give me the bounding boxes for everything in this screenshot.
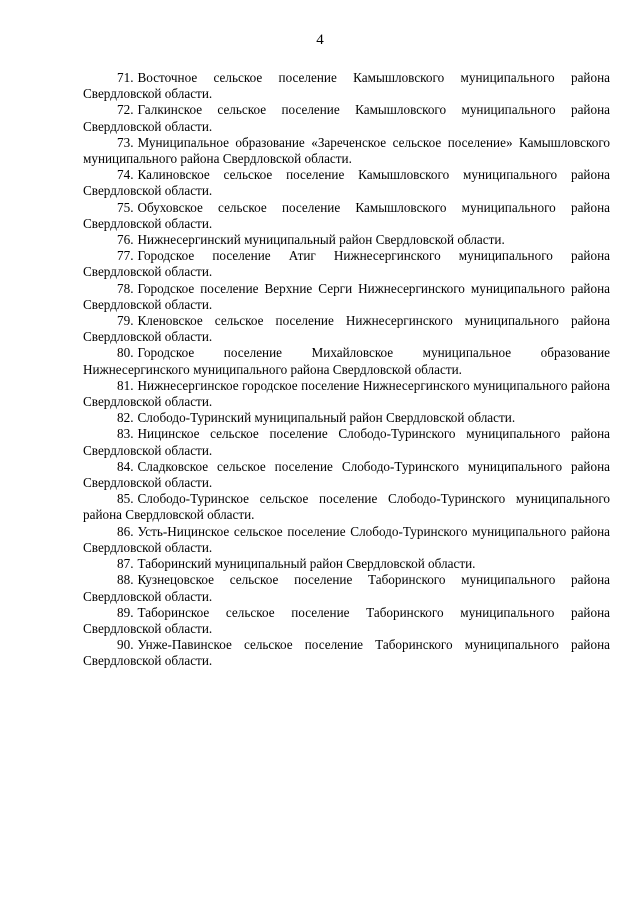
item-text: Городское поселение Михайловское муниципальное образование Нижнесергинского муниципального района Свердловской области. bbox=[83, 345, 610, 377]
item-number: 81. bbox=[117, 377, 134, 393]
list-item bbox=[83, 426, 610, 458]
item-text: Унже-Павинское сельское поселение Таборинского муниципального района Свердловской области. bbox=[83, 637, 610, 669]
item-text: Восточное сельское поселение Камышловского муниципального района Свердловской области. bbox=[83, 70, 610, 102]
item-number: 83. bbox=[117, 426, 134, 442]
item-number: 87. bbox=[117, 556, 134, 572]
list-item bbox=[83, 102, 610, 134]
item-text: Нижнесергинский муниципальный район Свердловской области. bbox=[137, 232, 505, 248]
item-text: Слободо-Туринский муниципальный район Свердловской области. bbox=[137, 410, 516, 426]
item-number: 80. bbox=[117, 345, 134, 361]
item-number: 86. bbox=[117, 523, 134, 539]
item-text: Муниципальное образование «Зареченское сельское поселение» Камышловского муниципального района Свердловской области. bbox=[83, 134, 610, 167]
list-item bbox=[83, 248, 610, 280]
item-number: 79. bbox=[117, 313, 134, 329]
item-number: 90. bbox=[117, 637, 134, 653]
item-text: Сладковское сельское поселение Слободо-Туринского муниципального района Свердловской области. bbox=[83, 458, 610, 491]
item-text: Слободо-Туринское сельское поселение Слободо-Туринского муниципального района Свердловской области. bbox=[83, 491, 610, 523]
item-text: Кузнецовское сельское поселение Таборинского муниципального района Свердловской области. bbox=[83, 572, 610, 604]
item-text: Усть-Ницинское сельское поселение Слободо-Туринского муниципального района Свердловской области. bbox=[83, 523, 610, 555]
item-number: 75. bbox=[117, 199, 134, 215]
item-text: Кленовское сельское поселение Нижнесергинского муниципального района Свердловской области. bbox=[83, 313, 610, 345]
item-number: 85. bbox=[117, 491, 134, 507]
list-item bbox=[83, 556, 610, 572]
item-text: Городское поселение Атиг Нижнесергинского муниципального района Свердловской области. bbox=[83, 248, 610, 280]
list-item bbox=[83, 459, 610, 491]
item-text: Нижнесергинское городское поселение Нижнесергинского муниципального района Свердловской области. bbox=[83, 377, 610, 410]
list-item bbox=[83, 281, 610, 313]
page-number: 4 bbox=[316, 32, 324, 48]
list-item bbox=[83, 135, 610, 167]
list-item bbox=[83, 491, 610, 523]
item-number: 89. bbox=[117, 604, 134, 620]
municipality-list bbox=[83, 70, 610, 670]
item-number: 88. bbox=[117, 572, 134, 588]
item-number: 73. bbox=[117, 134, 134, 150]
list-item bbox=[83, 313, 610, 345]
item-text: Калиновское сельское поселение Камышловского муниципального района Свердловской области. bbox=[83, 167, 610, 199]
item-number: 76. bbox=[117, 232, 134, 248]
list-item bbox=[83, 572, 610, 604]
item-text: Таборинское сельское поселение Таборинского муниципального района Свердловской области. bbox=[83, 604, 610, 636]
item-number: 84. bbox=[117, 458, 134, 474]
list-item bbox=[83, 200, 610, 232]
item-text: Таборинский муниципальный район Свердловской области. bbox=[137, 556, 476, 572]
item-text: Ницинское сельское поселение Слободо-Туринского муниципального района Свердловской области. bbox=[83, 426, 610, 458]
item-number: 78. bbox=[117, 280, 134, 296]
list-item bbox=[83, 345, 610, 377]
item-number: 72. bbox=[117, 102, 134, 118]
item-number: 74. bbox=[117, 167, 134, 183]
list-item bbox=[83, 378, 610, 410]
item-text: Галкинское сельское поселение Камышловского муниципального района Свердловской области. bbox=[83, 102, 610, 134]
list-item bbox=[83, 637, 610, 669]
item-number: 77. bbox=[117, 248, 134, 264]
list-item bbox=[83, 410, 610, 426]
list-item bbox=[83, 70, 610, 102]
list-item bbox=[83, 167, 610, 199]
list-item bbox=[83, 232, 610, 248]
list-item bbox=[83, 524, 610, 556]
item-number: 71. bbox=[117, 70, 134, 85]
item-number: 82. bbox=[117, 410, 134, 426]
item-text: Обуховское сельское поселение Камышловского муниципального района Свердловской области. bbox=[83, 199, 610, 231]
item-text: Городское поселение Верхние Серги Нижнесергинского муниципального района Свердловской области. bbox=[83, 280, 610, 312]
list-item bbox=[83, 605, 610, 637]
